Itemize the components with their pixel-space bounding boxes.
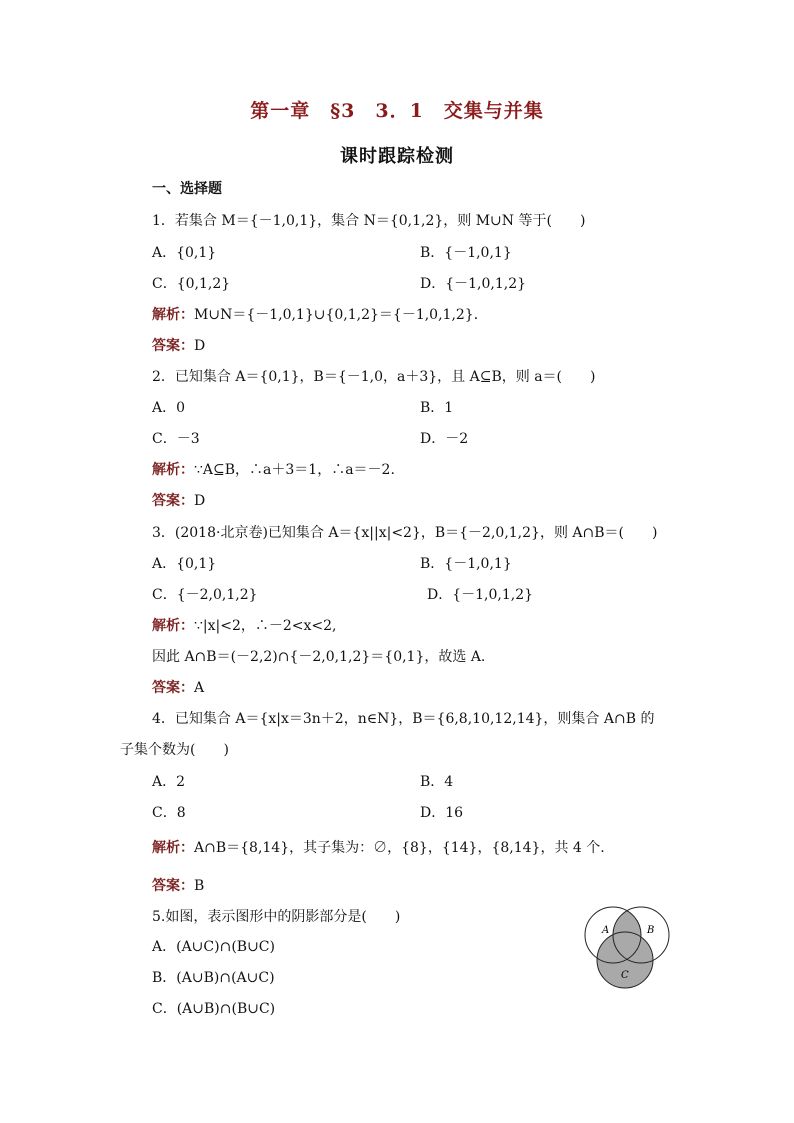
q1-stem: 1．若集合 M＝{－1,0,1}，集合 N＝{0,1,2}，则 M∪N 等于( ) (152, 213, 586, 229)
q5-option-b: B．(A∪B)∩(A∪C) (152, 970, 275, 986)
analysis-label: 解析： (152, 618, 194, 634)
q4-analysis-text: A∩B＝{8,14}，其子集为：∅，{8}，{14}，{8,14}，共 4 个. (194, 840, 605, 856)
q3-analysis-cont: 因此 A∩B＝(－2,2)∩{－2,0,1,2}＝{0,1}，故选 A. (152, 649, 486, 665)
venn-label-b: B (647, 925, 655, 936)
q1-option-c: C．{0,1,2} (152, 276, 231, 292)
venn-diagram (580, 902, 676, 994)
q2-option-b: B．1 (420, 400, 454, 416)
q4-option-b: B．4 (420, 774, 454, 790)
answer-label: 答案： (152, 878, 194, 894)
q3-option-d: D．{－1,0,1,2} (427, 587, 534, 603)
q4-answer-value: B (194, 878, 205, 894)
analysis-label: 解析： (152, 462, 194, 478)
q2-answer-value: D (194, 493, 206, 509)
q4-option-d: D．16 (420, 805, 464, 821)
q4-stem: 4．已知集合 A＝{x|x＝3n＋2，n∈N}，B＝{6,8,10,12,14}，则集合 A∩B 的 (152, 711, 655, 727)
q1-option-a: A．{0,1} (152, 245, 217, 261)
q1-answer-value: D (194, 338, 206, 354)
q4-answer (152, 877, 204, 895)
q5-stem: 5.如图，表示图形中的阴影部分是( ) (152, 909, 401, 925)
q2-analysis-text: ∵A⊆B，∴a＋3＝1，∴a＝－2. (194, 462, 395, 478)
q2-answer (152, 492, 205, 510)
answer-label: 答案： (152, 680, 194, 696)
q1-option-b: B．{－1,0,1} (420, 245, 512, 261)
q5-option-a: A．(A∪C)∩(B∪C) (152, 939, 275, 955)
q1-analysis (152, 306, 488, 324)
q1-analysis-text: M∪N＝{－1,0,1}∪{0,1,2}＝{－1,0,1,2}． (194, 307, 488, 323)
q4-option-a: A．2 (152, 774, 186, 790)
page-subtitle: 课时跟踪检测 (340, 146, 454, 167)
q4-stem-cont: 子集个数为( ) (120, 742, 229, 758)
q3-option-b: B．{－1,0,1} (420, 556, 512, 572)
q2-analysis (152, 461, 395, 479)
q3-option-a: A．{0,1} (152, 556, 217, 572)
q5-option-c: C．(A∪B)∩(B∪C) (152, 1001, 276, 1017)
q3-analysis (152, 617, 337, 635)
page-title: 第一章 §3 3．1 交集与并集 (250, 100, 544, 122)
q2-option-a: A．0 (152, 400, 186, 416)
analysis-label: 解析： (152, 307, 194, 323)
q3-analysis-text: ∵|x|<2，∴－2<x<2, (194, 618, 337, 634)
q4-option-c: C．8 (152, 805, 186, 821)
q3-stem: 3．(2018·北京卷)已知集合 A＝{x||x|<2}，B＝{－2,0,1,2}，则 A∩B＝( ) (152, 525, 658, 541)
q1-option-d: D．{－1,0,1,2} (420, 276, 527, 292)
q2-option-d: D．－2 (420, 431, 469, 447)
analysis-label: 解析： (152, 840, 194, 856)
q3-answer-value: A (194, 680, 205, 696)
q4-analysis (152, 839, 605, 857)
q2-stem: 2．已知集合 A＝{0,1}，B＝{－1,0，a＋3}，且 A⊆B，则 a＝( ) (152, 369, 596, 385)
answer-label: 答案： (152, 493, 194, 509)
venn-label-a: A (602, 925, 610, 936)
q3-answer (152, 679, 204, 697)
answer-label: 答案： (152, 338, 194, 354)
q2-option-c: C．－3 (152, 431, 200, 447)
q1-answer (152, 337, 205, 355)
q3-option-c: C．{－2,0,1,2} (152, 587, 258, 603)
venn-label-c: C (621, 970, 629, 981)
section-heading: 一、选择题 (152, 181, 222, 197)
